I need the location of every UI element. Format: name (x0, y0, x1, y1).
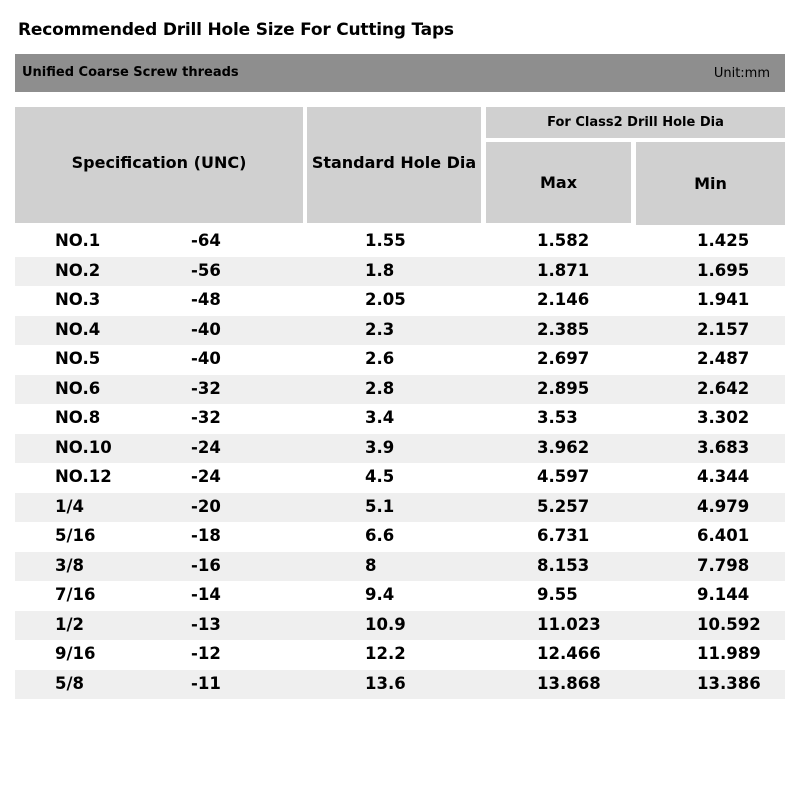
cell-min: 4.979 (697, 496, 750, 516)
cell-standard: 9.4 (365, 585, 395, 604)
cell-spec: NO.6 (55, 378, 101, 398)
cell-spec: NO.3 (55, 290, 101, 309)
table-row (15, 522, 785, 552)
cell-min: 3.302 (697, 408, 750, 427)
cell-pitch: -40 (191, 319, 221, 339)
table-row (15, 434, 785, 464)
cell-min: 2.487 (697, 349, 750, 368)
cell-max: 4.597 (537, 467, 590, 486)
cell-spec: 9/16 (55, 644, 96, 663)
table-row (15, 404, 785, 434)
cell-spec: NO.12 (55, 467, 112, 486)
cell-max: 1.871 (537, 260, 590, 280)
cell-standard: 10.9 (365, 614, 406, 634)
table-row (15, 345, 785, 375)
cell-max: 2.895 (537, 378, 590, 398)
cell-standard: 2.8 (365, 378, 395, 398)
cell-max: 9.55 (537, 585, 578, 604)
cell-min: 1.941 (697, 290, 750, 309)
thread-type-label: Unified Coarse Screw threads (22, 65, 239, 80)
cell-spec: 1/4 (55, 496, 84, 516)
cell-min: 13.386 (697, 673, 761, 693)
cell-min: 9.144 (697, 585, 750, 604)
cell-standard: 6.6 (365, 526, 395, 545)
cell-spec: 7/16 (55, 585, 96, 604)
cell-pitch: -11 (191, 673, 221, 693)
cell-max: 3.53 (537, 408, 578, 427)
cell-standard: 1.8 (365, 260, 395, 280)
cell-max: 5.257 (537, 496, 590, 516)
cell-pitch: -64 (191, 231, 221, 250)
cell-standard: 3.4 (365, 408, 395, 427)
table-body (15, 227, 785, 699)
cell-pitch: -32 (191, 378, 221, 398)
cell-spec: NO.5 (55, 349, 101, 368)
table-row (15, 257, 785, 287)
cell-spec: 5/16 (55, 526, 96, 545)
table-row (15, 670, 785, 700)
table-row (15, 552, 785, 582)
cell-min: 6.401 (697, 526, 750, 545)
cell-pitch: -56 (191, 260, 221, 280)
table-row (15, 375, 785, 405)
cell-standard: 4.5 (365, 467, 395, 486)
unit-label: Unit:mm (713, 66, 770, 81)
header-min: Min (636, 142, 785, 225)
cell-spec: 3/8 (55, 555, 84, 575)
cell-standard: 3.9 (365, 437, 395, 457)
cell-min: 11.989 (697, 644, 761, 663)
cell-min: 2.642 (697, 378, 750, 398)
cell-max: 3.962 (537, 437, 590, 457)
table-row (15, 316, 785, 346)
header-standard-hole-dia: Standard Hole Dia (307, 107, 481, 223)
cell-standard: 13.6 (365, 673, 406, 693)
cell-standard: 12.2 (365, 644, 406, 663)
table-row (15, 227, 785, 257)
page-title: Recommended Drill Hole Size For Cutting Taps (18, 20, 454, 40)
cell-pitch: -14 (191, 585, 221, 604)
cell-max: 13.868 (537, 673, 601, 693)
cell-standard: 2.05 (365, 290, 406, 309)
cell-spec: 5/8 (55, 673, 84, 693)
cell-max: 12.466 (537, 644, 601, 663)
cell-max: 11.023 (537, 614, 601, 634)
cell-standard: 2.6 (365, 349, 395, 368)
table-row (15, 581, 785, 611)
cell-spec: NO.4 (55, 319, 101, 339)
table-row (15, 463, 785, 493)
cell-min: 3.683 (697, 437, 750, 457)
cell-pitch: -12 (191, 644, 221, 663)
cell-min: 4.344 (697, 467, 750, 486)
table-row (15, 493, 785, 523)
cell-spec: 1/2 (55, 614, 84, 634)
cell-min: 1.695 (697, 260, 750, 280)
table-row (15, 640, 785, 670)
cell-max: 2.385 (537, 319, 590, 339)
thread-type-banner (15, 54, 785, 92)
header-max: Max (486, 142, 631, 223)
cell-min: 2.157 (697, 319, 750, 339)
cell-max: 2.146 (537, 290, 590, 309)
cell-pitch: -13 (191, 614, 221, 634)
cell-pitch: -40 (191, 349, 221, 368)
cell-spec: NO.2 (55, 260, 101, 280)
table-row (15, 611, 785, 641)
cell-min: 10.592 (697, 614, 761, 634)
cell-max: 8.153 (537, 555, 590, 575)
cell-pitch: -24 (191, 467, 221, 486)
cell-pitch: -48 (191, 290, 221, 309)
cell-spec: NO.1 (55, 231, 101, 250)
cell-min: 1.425 (697, 231, 750, 250)
cell-max: 6.731 (537, 526, 590, 545)
cell-pitch: -16 (191, 555, 221, 575)
cell-pitch: -20 (191, 496, 221, 516)
cell-spec: NO.8 (55, 408, 101, 427)
cell-min: 7.798 (697, 555, 750, 575)
cell-max: 2.697 (537, 349, 590, 368)
cell-standard: 8 (365, 555, 377, 575)
cell-standard: 2.3 (365, 319, 395, 339)
header-specification: Specification (UNC) (15, 107, 303, 223)
cell-spec: NO.10 (55, 437, 112, 457)
cell-standard: 1.55 (365, 231, 406, 250)
cell-pitch: -18 (191, 526, 221, 545)
cell-max: 1.582 (537, 231, 590, 250)
cell-pitch: -32 (191, 408, 221, 427)
table-row (15, 286, 785, 316)
cell-standard: 5.1 (365, 496, 395, 516)
cell-pitch: -24 (191, 437, 221, 457)
header-class2-group: For Class2 Drill Hole Dia (486, 107, 785, 138)
